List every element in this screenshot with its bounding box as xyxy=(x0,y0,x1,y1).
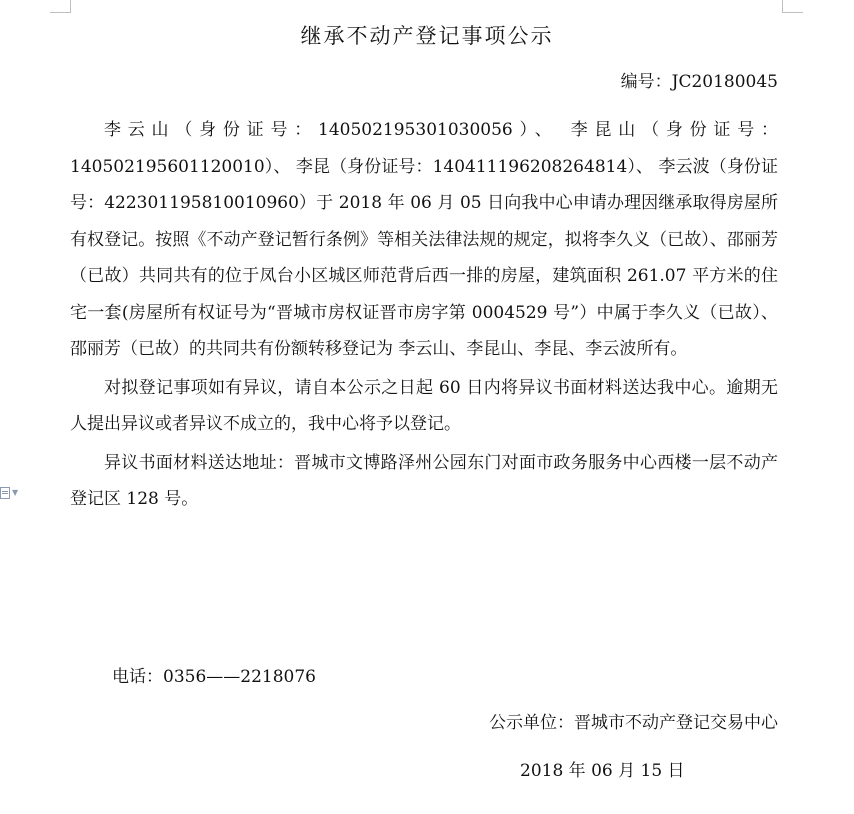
publisher: 公示单位：晋城市不动产登记交易中心 xyxy=(489,713,778,733)
chevron-down-icon: ▼ xyxy=(12,487,19,497)
objection-paragraph: 对拟登记事项如有异议，请自本公示之日起 60 日内将异议书面材料送达我中心。逾期无人提出异议或者异议不成立的，我中心将予以登记。 xyxy=(70,377,778,434)
address-paragraph: 异议书面材料送达地址：晋城市文博路泽州公园东门对面市政务服务中心西楼一层不动产登记区 128 号。 xyxy=(70,452,778,509)
document-icon xyxy=(0,487,10,499)
document-title: 继承不动产登记事项公示 xyxy=(300,24,554,48)
main-paragraph: 李云山（身份证号：140502195301030056）、 李昆山（身份证号：140502195601120010）、 李昆（身份证号：140411196208264814）、 李云波（身份证号：422301195810010960）于 2018 年 06 月 05 日向我中心申请办理因继承取得房屋所有权登记。按照《不动产登记暂行条例》等相关法律法规的规定，拟将李久义（已故）、邵丽芳（已故）共同共有的位于凤台小区城区师范背后西一排的房屋，建筑面积 261.07 平方米的住宅一套(房屋所有权证号为“晋城市房权证晋市房字第 0004529 号”）中属于李久义（已故）、邵丽芳（已故）的共同共有份额转移登记为 李云山、李昆山、李昆、李云波所有。 xyxy=(70,120,778,359)
document-body xyxy=(70,112,778,518)
paragraph-marker-icon[interactable] xyxy=(0,484,24,500)
page-corner-mark-right xyxy=(782,0,803,13)
document-number: 编号：JC20180045 xyxy=(620,72,778,92)
phone-number: 电话：0356——2218076 xyxy=(112,667,316,687)
publish-date: 2018 年 06 月 15 日 xyxy=(520,761,685,781)
page-corner-mark-left xyxy=(50,0,71,13)
